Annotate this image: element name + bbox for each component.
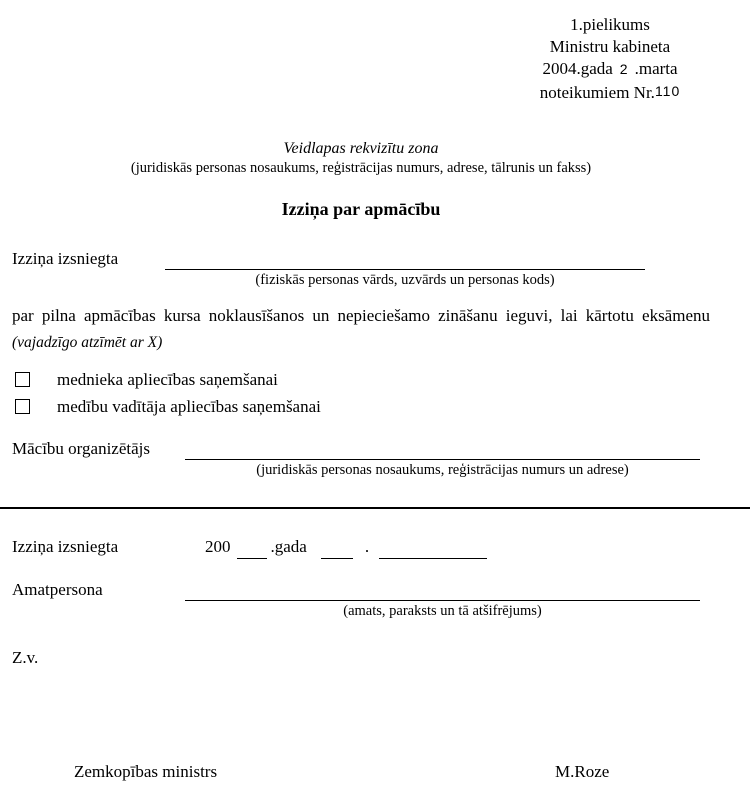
official-fill-line[interactable] (185, 579, 700, 601)
annex-reg-number: 110 (654, 83, 681, 99)
organizer-row (12, 438, 710, 479)
annex-line-1: 1.pielikums (570, 15, 650, 34)
seal-placeholder: Z.v. (12, 648, 39, 667)
annex-date-day: 2 (619, 61, 628, 77)
option-row-hunter (12, 366, 710, 393)
annex-reg-pre: noteikumiem Nr. (539, 83, 655, 102)
organizer-line-wrap (185, 438, 700, 479)
page-title: Izziņa par apmācību (281, 199, 441, 219)
minister-title: Zemkopības ministrs (74, 762, 218, 781)
checkbox-hunter-certificate[interactable] (15, 372, 30, 387)
option-label-hunt-leader: medību vadītāja apliecības saņemšanai (57, 397, 321, 416)
issued-to-line-wrap (165, 248, 645, 289)
issue-date-separator: . (364, 537, 370, 556)
organizer-fill-line[interactable] (185, 438, 700, 460)
body-note: (vajadzīgo atzīmēt ar X) (12, 334, 163, 351)
issue-date-day-blank[interactable] (321, 538, 353, 559)
organizer-label: Mācību organizētājs (12, 439, 151, 458)
requisites-title: Veidlapas rekvizītu zona (283, 140, 439, 157)
option-row-hunt-leader (12, 393, 710, 420)
issue-date-row (12, 535, 710, 559)
organizer-hint: (juridiskās personas nosaukums, reģistrācijas numurs un adrese) (256, 462, 629, 478)
annex-header (510, 14, 710, 104)
issue-date-century: 200 (205, 537, 231, 556)
body-paragraph (12, 303, 710, 356)
minister-name: M.Roze (555, 762, 610, 781)
issue-date-month-blank[interactable] (379, 538, 487, 559)
issued-to-label: Izziņa izsniegta (12, 249, 119, 268)
issued-to-hint: (fiziskās personas vārds, uzvārds un personas kods) (255, 272, 555, 288)
annex-date-pre: 2004.gada (542, 59, 613, 78)
annex-date-post: .marta (634, 59, 678, 78)
official-hint: (amats, paraksts un tā atšifrējums) (343, 603, 542, 619)
requisites-subtitle: (juridiskās personas nosaukums, reģistrācijas numurs, adrese, tālrunis un fakss) (130, 160, 592, 176)
annex-line-4 (510, 80, 710, 104)
requisites-zone (12, 140, 710, 177)
official-row (12, 579, 710, 620)
signature-footer (0, 762, 750, 784)
issue-date-label: Izziņa izsniegta (12, 537, 119, 556)
issued-to-fill-line[interactable] (165, 248, 645, 270)
section-divider (0, 507, 750, 509)
annex-line-2: Ministru kabineta (549, 37, 671, 56)
issue-date-year-blank[interactable] (237, 538, 267, 559)
option-label-hunter: mednieka apliecības saņemšanai (57, 370, 278, 389)
checkbox-hunt-leader-certificate[interactable] (15, 399, 30, 414)
annex-line-3 (510, 58, 710, 80)
official-label: Amatpersona (12, 580, 103, 599)
issue-date-gada: .gada (270, 537, 307, 556)
official-line-wrap (185, 579, 700, 620)
options-list (12, 366, 710, 420)
issued-to-row (12, 248, 710, 289)
body-text: par pilna apmācības kursa noklausīšanos un nepieciešamo zināšanu ieguvi, lai kārtotu eksāmenu (12, 306, 710, 325)
